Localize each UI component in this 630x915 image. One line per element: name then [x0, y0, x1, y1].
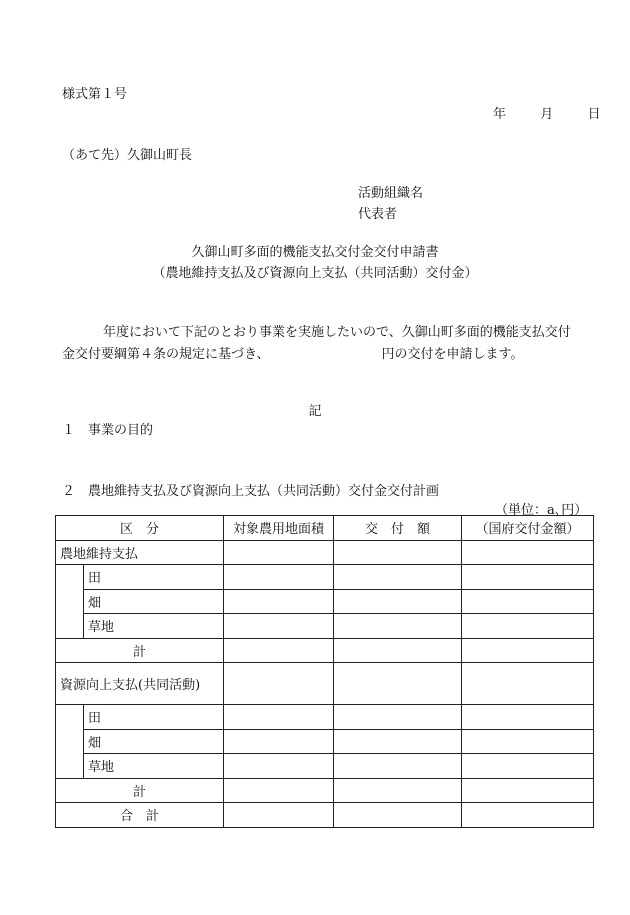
table-row	[56, 638, 594, 663]
date-year: 年	[493, 107, 507, 122]
area-cell[interactable]	[224, 614, 334, 639]
national-amount-cell[interactable]	[462, 565, 594, 590]
item-label: 田	[84, 705, 224, 730]
national-amount-cell[interactable]	[462, 614, 594, 639]
table-header-row	[56, 516, 594, 541]
grand-total-label: 合 計	[56, 803, 224, 828]
addressee: （あて先）久御山町長	[62, 148, 193, 163]
amount-cell[interactable]	[334, 540, 462, 565]
document-title: 久御山町多面的機能支払交付金交付申請書	[191, 245, 439, 260]
section-2-heading: ２ 農地維持支払及び資源向上支払（共同活動）交付金交付計画	[62, 484, 440, 499]
amount-cell[interactable]	[334, 729, 462, 754]
amount-cell[interactable]	[334, 589, 462, 614]
indent-cell	[56, 705, 84, 779]
table-row	[56, 540, 594, 565]
form-number: 様式第１号	[62, 87, 128, 102]
body-text-line2	[62, 343, 523, 362]
area-cell[interactable]	[224, 638, 334, 663]
representative-label: 代表者	[358, 207, 398, 222]
unit-note: （単位：a､円）	[495, 503, 588, 518]
item-label: 畑	[84, 589, 224, 614]
date-day: 日	[587, 107, 601, 122]
national-amount-cell[interactable]	[462, 589, 594, 614]
subtotal-label: 計	[56, 778, 224, 803]
amount-cell[interactable]	[334, 638, 462, 663]
table-row	[56, 614, 594, 639]
header-area: 対象農用地面積	[224, 516, 334, 541]
ki-heading: 記	[308, 404, 322, 419]
item-label: 田	[84, 565, 224, 590]
document-subtitle: （農地維持支払及び資源向上支払（共同活動）交付金）	[152, 266, 478, 281]
amount-cell[interactable]	[334, 754, 462, 779]
area-cell[interactable]	[224, 705, 334, 730]
grant-plan-table	[55, 515, 594, 828]
header-national-amount: （国府交付金額）	[462, 516, 594, 541]
national-amount-cell[interactable]	[462, 778, 594, 803]
area-cell[interactable]	[224, 589, 334, 614]
table-row	[56, 589, 594, 614]
body-text-line1: 年度において下記のとおり事業を実施したいので、久御山町多面的機能支払交付	[103, 325, 571, 340]
subtotal-label: 計	[56, 638, 224, 663]
item-label: 草地	[84, 614, 224, 639]
area-cell[interactable]	[224, 565, 334, 590]
national-amount-cell[interactable]	[462, 705, 594, 730]
table-row	[56, 754, 594, 779]
item-label: 畑	[84, 729, 224, 754]
date-month: 月	[540, 107, 554, 122]
amount-cell[interactable]	[334, 778, 462, 803]
table-row	[56, 803, 594, 828]
table-row	[56, 565, 594, 590]
area-cell[interactable]	[224, 729, 334, 754]
table-row	[56, 729, 594, 754]
table-row	[56, 705, 594, 730]
header-category: 区 分	[56, 516, 224, 541]
table-row	[56, 778, 594, 803]
amount-cell[interactable]	[334, 663, 462, 705]
area-cell[interactable]	[224, 778, 334, 803]
header-amount: 交 付 額	[334, 516, 462, 541]
table-row	[56, 663, 594, 705]
area-cell[interactable]	[224, 754, 334, 779]
amount-cell[interactable]	[334, 614, 462, 639]
national-amount-cell[interactable]	[462, 638, 594, 663]
indent-cell	[56, 565, 84, 639]
national-amount-cell[interactable]	[462, 663, 594, 705]
area-cell[interactable]	[224, 663, 334, 705]
group-label: 農地維持支払	[56, 540, 224, 565]
amount-cell[interactable]	[334, 803, 462, 828]
area-cell[interactable]	[224, 540, 334, 565]
body-text-line2-start: 金交付要綱第４条の規定に基づき、	[62, 347, 270, 362]
national-amount-cell[interactable]	[462, 729, 594, 754]
national-amount-cell[interactable]	[462, 803, 594, 828]
date-line	[493, 103, 601, 122]
amount-cell[interactable]	[334, 705, 462, 730]
national-amount-cell[interactable]	[462, 540, 594, 565]
org-name-label: 活動組織名	[358, 186, 424, 201]
section-1-heading: １ 事業の目的	[62, 423, 154, 438]
amount-cell[interactable]	[334, 565, 462, 590]
national-amount-cell[interactable]	[462, 754, 594, 779]
body-text-line2-end: 円の交付を申請します。	[381, 347, 524, 362]
group-label: 資源向上支払(共同活動)	[56, 663, 224, 705]
item-label: 草地	[84, 754, 224, 779]
area-cell[interactable]	[224, 803, 334, 828]
